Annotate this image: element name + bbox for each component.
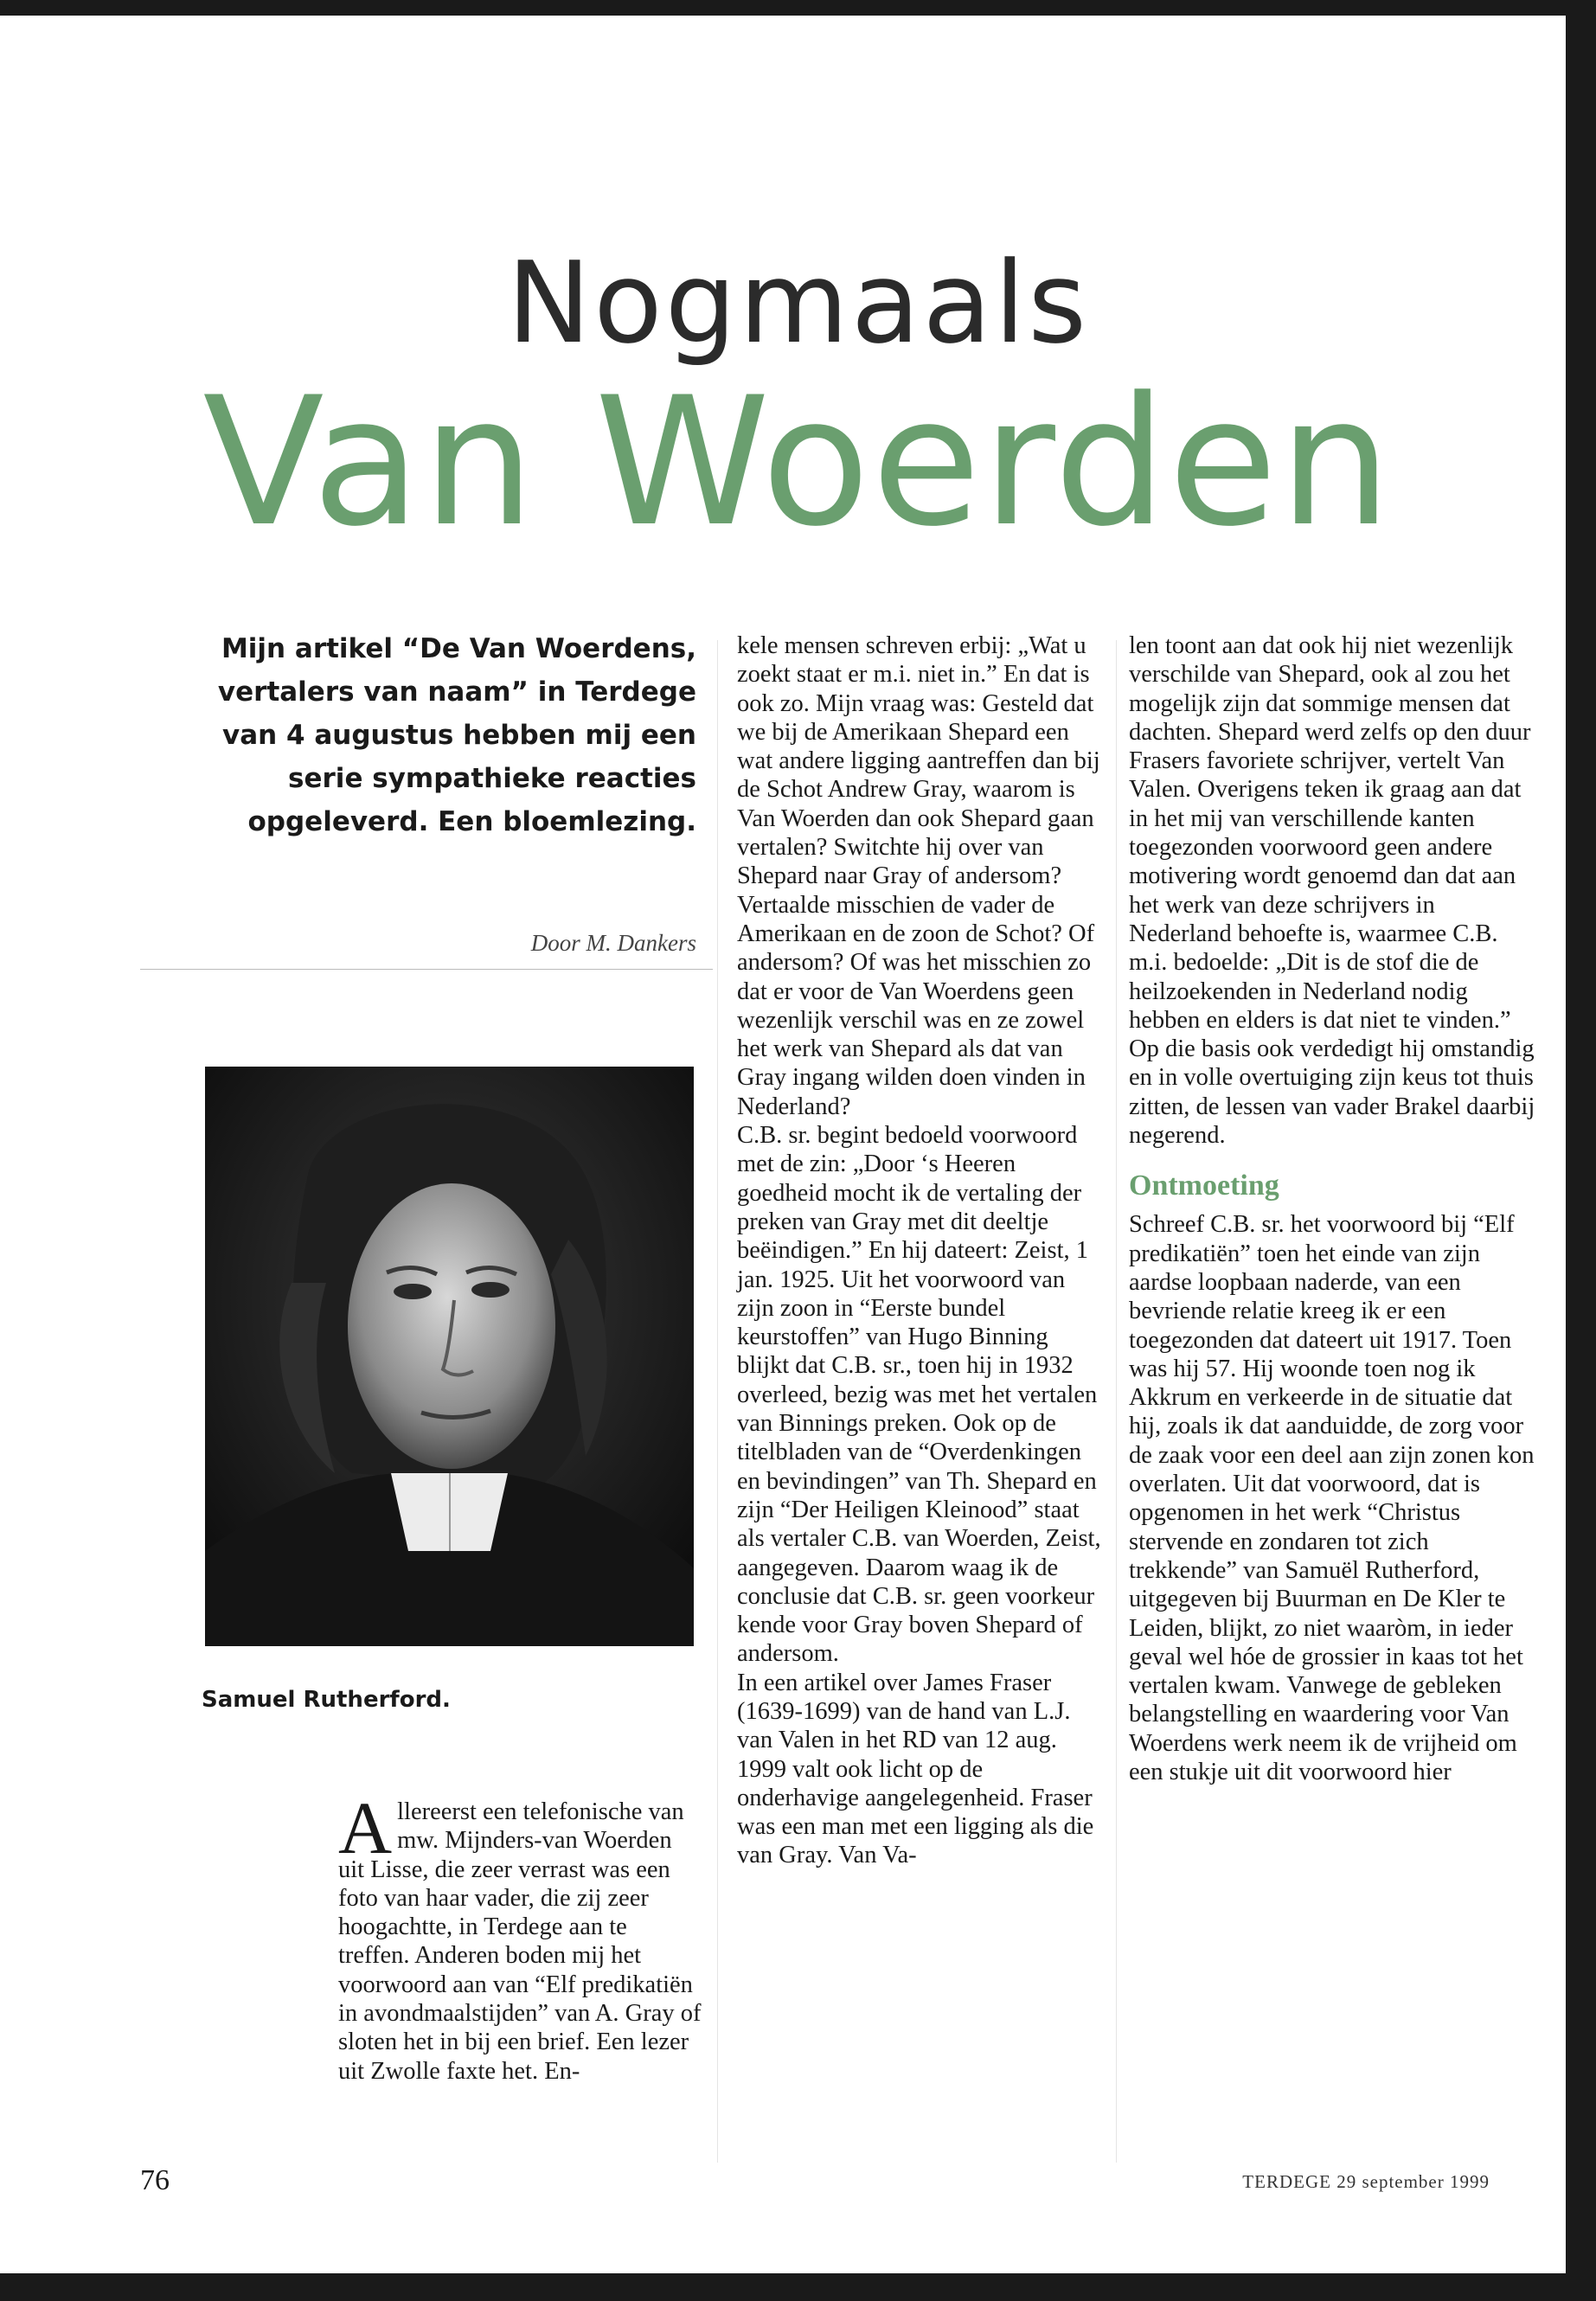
title-line-2: Van Woerden — [202, 360, 1394, 566]
portrait-photo — [205, 1067, 694, 1646]
article-paragraph: In een artikel over James Fraser (1639-1699) van de hand van L.J. van Valen in het RD van 12 aug. 1999 valt ook licht op de onderhavige aangelegenheid. Fraser was een man met een ligging als die van Gray. Van Va- — [737, 1669, 1094, 1869]
photo-caption: Samuel Rutherford. — [202, 1687, 451, 1713]
article-paragraph — [338, 1786, 702, 2086]
divider — [140, 969, 713, 970]
portrait-illustration — [205, 1067, 694, 1646]
publication-footer: TERDEGE 29 september 1999 — [1242, 2171, 1490, 2192]
title-line-1: Nogmaals — [506, 237, 1090, 369]
article-column-1 — [338, 1786, 702, 2086]
section-subheading: Ontmoeting — [1129, 1170, 1279, 1202]
scan-border-top — [0, 0, 1596, 16]
drop-cap: A — [338, 1786, 393, 1869]
lead-paragraph: Mijn artikel “De Van Woerdens, vertalers van naam” in Terdege van 4 augustus hebben mij een serie sympathieke reacties opgeleverd. Een bloemlezing. — [217, 633, 696, 837]
article-paragraph: C.B. sr. begint bedoeld voorwoord met de zin: „Door ‘s Heeren goedheid mocht ik de vertaling der preken van Gray met dit deeltje beëindigen.” En hij dateert: Zeist, 1 jan. 1925. Uit het voorwoord van zijn zoon in “Eerste bundel keurstoffen” van Hugo Binning blijkt dat C.B. sr., toen hij in 1932 overleed, bezig was met het vertalen van Binnings preken. Ook op de titelbladen van de “Overdenkingen en bevindingen” van Th. Shepard en zijn “Der Heiligen Kleinood” staat als vertaler C.B. van Woerden, Zeist, aangegeven. Daarom waag ik de conclusie dat C.B. sr. geen voorkeur kende voor Gray boven Shepard of andersom. — [737, 1122, 1101, 1668]
page-number: 76 — [140, 2164, 170, 2196]
paragraph-text: llereerst een telefonische van mw. Mijnders-van Woerden uit Lisse, die zeer verrast was een foto van haar vader, die zij zeer hoogachtte, in Terdege aan te treffen. Anderen boden mij het voorwoord aan van “Elf predikatiën in avondmaalstijden” van A. Gray of sloten het in bij een brief. Een lezer uit Zwolle faxte het. En- — [338, 1798, 702, 2085]
column-separator — [717, 640, 718, 2163]
article-paragraph: kele mensen schreven erbij: „Wat u zoekt staat er m.i. niet in.” En dat is ook zo. Mijn vraag was: Gesteld dat we bij de Amerikaan Shepard een wat andere ligging aantreffen dan bij de Schot Andrew Gray, waarom is Van Woerden dan ook Shepard gaan vertalen? Switchte hij over van Shepard naar Gray of andersom? Vertaalde misschien de vader de Amerikaan en de zoon de Schot? Of andersom? Of was het misschien zo dat er voor de Van Woerdens geen wezenlijk verschil was en ze zowel het werk van Shepard als dat van Gray ingang wilden doen vinden in Nederland? — [737, 632, 1100, 1120]
article-column-2 — [737, 631, 1105, 1870]
article-paragraph: len toont aan dat ook hij niet wezenlijk verschilde van Shepard, ook al zou het mogelijk zijn dat sommige mensen dat dachten. Shepard werd zelfs op den duur Frasers favoriete schrijver, vertelt Van Valen. Overigens teken ik graag aan dat in het mij van verschillende kanten toegezonden voorwoord geen andere motivering wordt genoemd dan dat aan het werk van deze schrijvers in Nederland behoefte is, waarmee C.B. m.i. bedoelde: „Dit is de stof die de heilzoekenden in Nederland nodig hebben en elders is dat niet te vinden.” Op die basis ook verdedigt hij omstandig en in volle overtuiging zijn keus tot thuis zitten, de lessen van vader Brakel daarbij negerend. — [1129, 632, 1535, 1150]
article-paragraph: Schreef C.B. sr. het voorwoord bij “Elf predikatiën” toen het einde van zijn aardse loopbaan naderde, van een bevriende relatie kreeg ik er een toegezonden dat dateert uit 1917. Toen was hij 57. Hij woonde toen nog ik Akkrum en verkeerde in de situatie dat hij, zoals ik dat aanduidde, de zorg voor de zaak voor een deel aan zijn zonen kon overlaten. Uit dat voorwoord, dat is opgenomen in het werk “Christus stervende en zondaren tot zich trekkende” van Samuël Rutherford, uitgegeven bij Buurman en De Kler te Leiden, blijkt, zo niet waaròm, in ieder geval wel hóe de grossier in kaas tot het vertalen kwam. Vanwege de gebleken belangstelling en waardering voor Van Woerdens werk neem ik de vrijheid om een stukje uit dit voorwoord hier — [1129, 1211, 1535, 1785]
column-separator — [1116, 640, 1117, 2163]
byline: Door M. Dankers — [530, 930, 696, 956]
article-column-3 — [1129, 631, 1535, 1786]
scan-border-bottom — [0, 2273, 1596, 2301]
